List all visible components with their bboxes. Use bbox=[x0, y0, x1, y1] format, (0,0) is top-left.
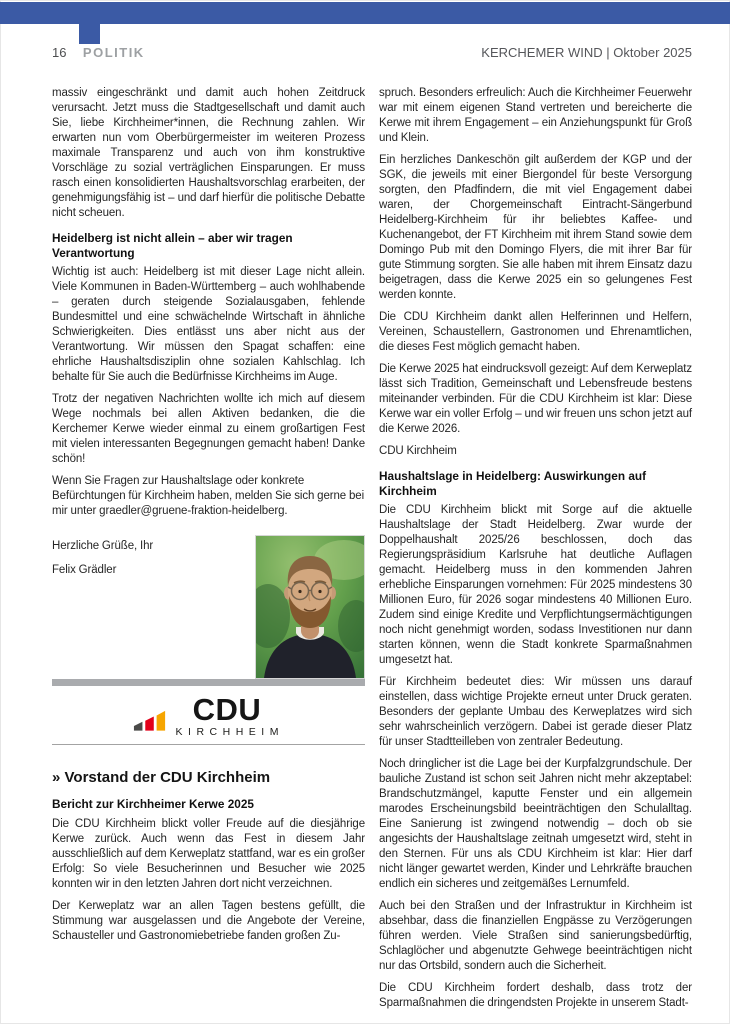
cdu-logo-locality: KIRCHHEIM bbox=[175, 726, 284, 738]
paragraph: Die CDU Kirchheim blickt voller Freude auf die diesjährige Kerwe zurück. Auch wenn das Fest in diesem Jahr ausschließlich auf dem Kerweplatz stattfand, war es ein großer Erfolg: So viele Besucherinnen und Besucher wie 2025 konnten wir in den letzten Jahren dort nicht verzeichnen. bbox=[52, 817, 365, 890]
paragraph: Für Kirchheim bedeutet dies: Wir müssen uns darauf einstellen, dass wichtige Projekte erneut unter Druck geraten. Besonders der geplante Umbau des Kerweplatzes wird sich sehr wahrscheinlich verzögern. Dabei ist gerade dieser Platz für unser Stadtteilleben von zentraler Bedeutung. bbox=[379, 676, 692, 748]
right-column bbox=[379, 86, 692, 1018]
paragraph: Die CDU Kirchheim dankt allen Helferinnen und Helfern, Vereinen, Schaustellern, Gastronomen und Ehrenamtlichen, die dieses Fest möglich gemacht haben. bbox=[379, 311, 692, 353]
paragraph: Die CDU Kirchheim fordert deshalb, dass trotz der Sparmaßnahmen die dringendsten Projekte in unserem Stadt- bbox=[379, 982, 692, 1009]
paragraph-contact: Wenn Sie Fragen zur Haushaltslage oder konkrete Befürchtungen für Kirchheim haben, melden Sie sich gerne bei mir unter graedler@gruene-fraktion-heidelberg. bbox=[52, 475, 365, 517]
signature-name: Felix Grädler bbox=[52, 564, 117, 576]
subheading-kerwe-bericht: Bericht zur Kirchheimer Kerwe 2025 bbox=[52, 797, 254, 811]
byline-cdu-kirchheim: CDU Kirchheim bbox=[379, 445, 457, 457]
signature-block bbox=[52, 535, 365, 679]
paragraph: spruch. Besonders erfreulich: Auch die Kirchheimer Feuerwehr war mit einem eigenen Stand vertreten und bereicherte die Kerwe mit ihrem Engagement – ein Anziehungspunkt für Groß und Klein. bbox=[379, 87, 692, 144]
signature-text bbox=[52, 535, 153, 679]
section-title-vorstand: » Vorstand der CDU Kirchheim bbox=[52, 769, 271, 786]
portrait-photo bbox=[255, 535, 365, 679]
section-divider-bar bbox=[52, 679, 365, 686]
cdu-logo bbox=[52, 686, 365, 745]
content-columns bbox=[52, 86, 692, 1018]
left-column bbox=[52, 86, 365, 1018]
paragraph: Ein herzliches Dankeschön gilt außerdem der KGP und der SGK, die jeweils mit einer Biergondel für beste Versorgung sorgten, den Pfadfindern, die mit viel Engagement dabei waren, der Chorgemeinschaft Eintracht-Sängerbund Heidelberg-Kirchheim für ihr beliebtes Kaffee- und Kuchenangebot, der FT Kirchheim mit ihrem Stand sowie dem Domingo Pub mit den Domingo Flyers, die mit ihrer Bar für gute Stimmung sorgten. Sie alle haben mit ihrem Einsatz dazu beigetragen, dass die Kerwe 2025 ein so gelungenes Fest werden konnte. bbox=[379, 154, 692, 301]
cdu-bars-icon bbox=[133, 702, 167, 731]
paragraph: Die Kerwe 2025 hat eindrucksvoll gezeigt: Auf dem Kerweplatz lässt sich Tradition, Gemeinschaft und Lebensfreude bestens miteinander verbinden. Für die CDU Kirchheim ist klar: Diese Kerwe war ein voller Erfolg – und wir freuen uns schon jetzt auf die Kerwe 2026. bbox=[379, 363, 692, 435]
top-accent-bar bbox=[0, 2, 730, 24]
closing-line: Herzliche Grüße, Ihr bbox=[52, 540, 154, 552]
top-accent-tab bbox=[79, 24, 100, 44]
page-number: 16 bbox=[52, 45, 67, 60]
paragraph: Wichtig ist auch: Heidelberg ist mit dieser Lage nicht allein. Viele Kommunen in Baden-Württemberg – auch wohlhabende – geraten durch steigende Sozialausgaben, fehlende Bundesmittel und eine schwächelnde Wirtschaft in ähnliche Schwierigkeiten. Dies entlässt uns aber nicht aus der Verantwortung. Wir müssen den Spagat schaffen: eine ehrliche Haushaltsdisziplin ohne sozialen Kahlschlag. Ich behalte für Sie auch die Bedürfnisse Kirchheims im Auge. bbox=[52, 266, 365, 383]
paragraph: Auch bei den Straßen und der Infrastruktur in Kirchheim ist absehbar, dass die finanziellen Engpässe zu Verzögerungen führen werden. Viele Straßen sind sanierungsbedürftig, Schlaglöcher und abgenutzte Gehwege beeinträchtigen nicht nur das Ortsbild, sondern auch die Sicherheit. bbox=[379, 900, 692, 972]
subheading-heidelberg-nicht-allein: Heidelberg ist nicht allein – aber wir tragen Verantwortung bbox=[52, 231, 293, 260]
subheading-haushaltslage: Haushaltslage in Heidelberg: Auswirkungen auf Kirchheim bbox=[379, 469, 647, 498]
paragraph: Die CDU Kirchheim blickt mit Sorge auf die aktuelle Haushaltslage der Stadt Heidelberg. Zwar wurde der Doppelhaushalt 2025/26 beschlossen, doch das Regierungspräsidium Karlsruhe hat deutliche Auflagen gemacht. Heidelberg muss in den kommenden Jahren erhebliche Einsparungen vornehmen: Für 2025 mindestens 30 Millionen Euro, für 2026 sogar mindestens 40 Millionen Euro. Zudem sind einige Kredite und Verpflichtungsermächtigungen noch nicht genehmigt worden, sodass Investitionen nur dann starten können, wenn die Stadt konkrete Sparmaßnahmen umgesetzt hat. bbox=[379, 504, 692, 666]
paragraph: massiv eingeschränkt und damit auch hohen Zeitdruck verursacht. Jetzt muss die Stadtgesellschaft und damit auch Sie, liebe Kirchheimer*innen, die Rechnung zahlen. Wir erwarten nun vom Oberbürgermeister im weiteren Prozess maximale Transparenz und auch von ihm konstruktive Vorschläge zu sozial verträglichen Einsparungen. Er muss rasch einen konsolidierten Haushaltsvorschlag erarbeiten, der genehmigungsfähig ist – und darf hierfür die politische Debatte nicht scheuen. bbox=[52, 87, 365, 219]
paragraph: Noch dringlicher ist die Lage bei der Kurpfalzgrundschule. Der bauliche Zustand ist schon seit Jahren nicht mehr akzeptabel: Brandschutzmängel, kaputte Fenster und ein allgemein marodes Erscheinungsbild beeinträchtigen den Schulalltag. Eine Sanierung ist zwingend notwendig – doch ob sie angesichts der Haushaltslage zeitnah umgesetzt wird, steht in den Sternen. Für uns als CDU Kirchheim ist klar: Hier darf nicht länger gewartet werden, Kinder und Lehrkräfte brauchen endlich ein sicheres und zeitgemäßes Lernumfeld. bbox=[379, 758, 692, 890]
masthead: KERCHEMER WIND | Oktober 2025 bbox=[481, 45, 692, 60]
paragraph: Der Kerweplatz war an allen Tagen bestens gefüllt, die Stimmung war ausgelassen und die Angebote der Vereine, Schausteller und Gastronomiebetriebe fanden großen Zu- bbox=[52, 899, 365, 942]
cdu-logo-text: CDU bbox=[192, 692, 262, 727]
cdu-logo-row bbox=[133, 692, 284, 739]
cdu-wordmark bbox=[170, 692, 284, 739]
section-label: POLITIK bbox=[82, 45, 145, 60]
page-header bbox=[52, 44, 692, 62]
paragraph: Trotz der negativen Nachrichten wollte ich mich auf diesem Wege nochmals bei allen Aktiven bedanken, die die Kerchemer Kerwe wieder einmal zu einem großartigen Fest mit vielen interessanten Begegnungen gemacht haben! Danke schön! bbox=[52, 393, 365, 465]
header-left bbox=[52, 44, 145, 62]
